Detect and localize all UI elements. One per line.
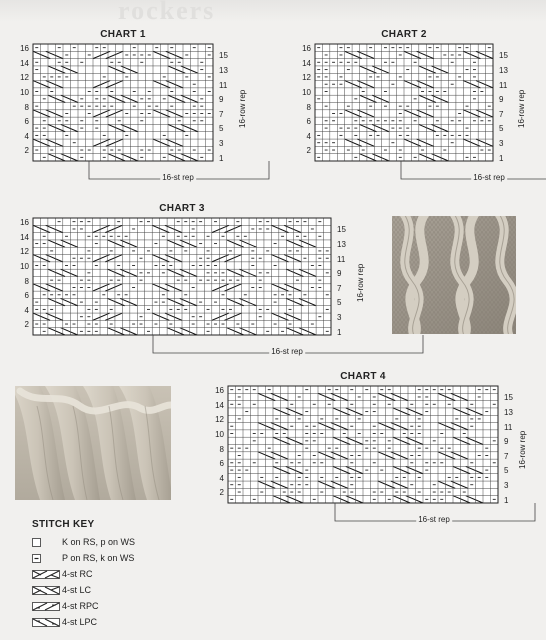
knit-square-icon	[32, 538, 62, 547]
row-number-right: 5	[499, 124, 504, 134]
row-number-right: 3	[219, 139, 224, 149]
left-purl-cross-icon	[32, 618, 62, 627]
row-number-right: 9	[499, 95, 504, 105]
row-number-right: 1	[499, 153, 504, 163]
row-number-left: 14	[20, 232, 29, 242]
row-number-right: 11	[219, 80, 228, 90]
row-number-left: 6	[306, 117, 311, 127]
background-text: rockers	[118, 0, 216, 25]
row-number-right: 13	[219, 65, 228, 75]
row-number-left: 16	[302, 44, 311, 53]
row-number-right: 1	[219, 153, 224, 163]
row-number-right: 5	[219, 124, 224, 134]
row-number-left: 4	[24, 305, 29, 315]
row-number-right: 13	[499, 65, 508, 75]
row-number-left: 6	[219, 459, 224, 469]
key-label: 4-st LC	[62, 585, 92, 595]
row-number-left: 2	[219, 488, 224, 498]
row-number-left: 2	[24, 146, 29, 156]
row-number-left: 8	[219, 444, 224, 454]
row-number-left: 16	[20, 218, 29, 227]
chart-title: CHART 3	[159, 203, 205, 214]
row-number-left: 6	[24, 291, 29, 301]
row-number-left: 4	[306, 131, 311, 141]
row-number-right: 3	[499, 139, 504, 149]
chart-grid	[315, 44, 494, 162]
row-number-right: 1	[337, 327, 342, 337]
row-number-left: 2	[24, 320, 29, 330]
garment-detail-photo	[15, 386, 171, 500]
chart-title: CHART 1	[100, 29, 146, 40]
row-number-right: 15	[499, 51, 508, 61]
row-number-right: 11	[499, 80, 508, 90]
row-number-right: 3	[504, 481, 509, 491]
row-number-left: 10	[20, 87, 29, 97]
stitch-key	[32, 519, 135, 630]
chart-title: CHART 2	[381, 29, 427, 40]
row-number-right: 1	[504, 495, 509, 505]
row-number-right: 7	[499, 109, 504, 119]
key-label: P on RS, k on WS	[62, 553, 135, 563]
row-number-left: 14	[302, 58, 311, 68]
row-number-right: 9	[219, 95, 224, 105]
key-item-knit	[32, 534, 135, 550]
row-number-right: 9	[337, 269, 342, 279]
row-number-left: 10	[215, 429, 224, 439]
key-label: 4-st RPC	[62, 601, 99, 611]
row-repeat-label: 16-row rep	[238, 89, 247, 128]
stitch-key-title: STITCH KEY	[32, 519, 95, 530]
row-number-right: 7	[504, 451, 509, 461]
row-number-left: 12	[20, 73, 29, 83]
row-number-left: 4	[219, 473, 224, 483]
stitch-repeat-label: 16-st rep	[418, 515, 450, 524]
row-number-right: 15	[219, 51, 228, 61]
chart-grid	[33, 44, 214, 162]
row-number-right: 13	[337, 239, 346, 249]
chart-3-swatch-photo	[392, 216, 516, 334]
row-number-left: 14	[215, 400, 224, 410]
row-number-left: 14	[20, 58, 29, 68]
row-number-left: 4	[24, 131, 29, 141]
row-number-left: 16	[215, 386, 224, 395]
purl-square-icon	[32, 554, 62, 563]
row-number-left: 8	[24, 276, 29, 286]
row-number-right: 3	[337, 313, 342, 323]
row-repeat-label: 16-row rep	[518, 430, 527, 469]
key-label: 4-st LPC	[62, 617, 98, 627]
stitch-repeat-label: 16-st rep	[162, 173, 194, 182]
row-number-left: 16	[20, 44, 29, 53]
row-number-right: 13	[504, 407, 513, 417]
row-number-left: 6	[24, 117, 29, 127]
scan-edge	[0, 0, 546, 22]
chart-grid	[228, 386, 499, 504]
right-purl-cross-icon	[32, 602, 62, 611]
garment-image	[15, 386, 171, 500]
row-repeat-label: 16-row rep	[517, 89, 526, 128]
key-item-4st-rpc	[32, 598, 135, 614]
row-repeat-label: 16-row rep	[356, 263, 365, 302]
key-label: K on RS, p on WS	[62, 537, 136, 547]
row-number-right: 5	[504, 466, 509, 476]
row-number-left: 10	[302, 87, 311, 97]
row-number-left: 12	[302, 73, 311, 83]
row-number-left: 12	[215, 415, 224, 425]
left-cross-icon	[32, 586, 62, 595]
row-number-right: 11	[504, 422, 513, 432]
key-item-purl	[32, 550, 135, 566]
row-number-right: 11	[337, 254, 346, 264]
right-cross-icon	[32, 570, 62, 579]
stitch-repeat-label: 16-st rep	[473, 173, 505, 182]
row-number-left: 12	[20, 247, 29, 257]
row-number-right: 15	[504, 393, 513, 403]
key-item-4st-lc	[32, 582, 135, 598]
row-number-right: 15	[337, 225, 346, 235]
row-number-left: 10	[20, 261, 29, 271]
chart-title: CHART 4	[340, 371, 386, 382]
row-number-right: 9	[504, 437, 509, 447]
row-number-right: 7	[219, 109, 224, 119]
key-label: 4-st RC	[62, 569, 93, 579]
key-item-4st-lpc	[32, 614, 135, 630]
row-number-left: 8	[24, 102, 29, 112]
row-number-right: 7	[337, 283, 342, 293]
swatch-image	[392, 216, 516, 334]
row-number-left: 2	[306, 146, 311, 156]
key-item-4st-rc	[32, 566, 135, 582]
row-number-left: 8	[306, 102, 311, 112]
stitch-repeat-label: 16-st rep	[271, 347, 303, 356]
chart-grid	[33, 218, 332, 336]
row-number-right: 5	[337, 298, 342, 308]
